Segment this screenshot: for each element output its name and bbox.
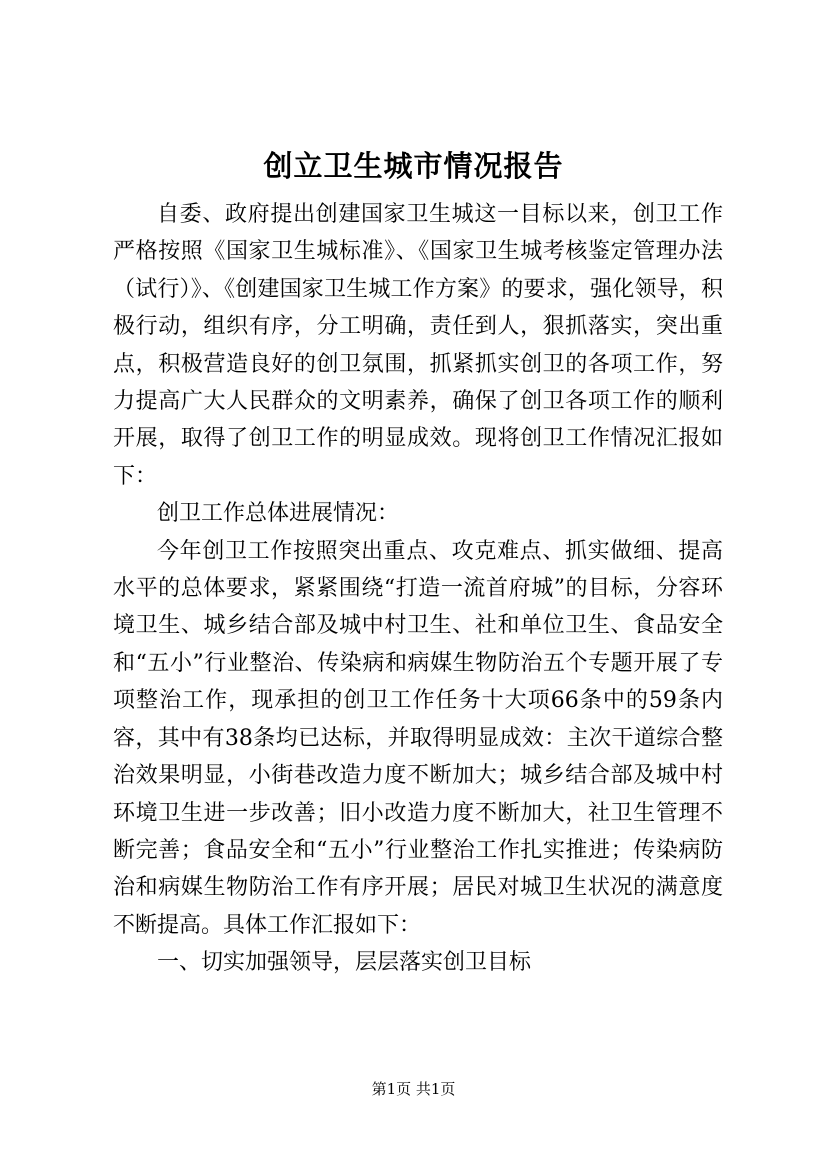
document-title: 创立卫生城市情况报告: [263, 149, 564, 183]
paragraph-progress-heading: 创卫工作总体进展情况：: [157, 501, 400, 527]
page-footer: 第1页 共1页: [371, 1080, 456, 1098]
document-body: [113, 196, 723, 982]
section-heading-1: 一、切实加强领导，层层落实创卫目标: [157, 950, 532, 976]
paragraph-progress-details: 今年创卫工作按照突出重点、攻克难点、抓实做细、提高水平的总体要求，紧紧围绕“打造一流首府城”的目标，分容环境卫生、城乡结合部及城中村卫生、社和单位卫生、食品安全和“五小”行业整治、传染病和病媒生物防治五个专题开展了专项整治工作，现承担的创卫工作任务十大项66条中的59条内容，其中有38条均已达标，并取得明显成效：主次干道综合整治效果明显，小街巷改造力度不断加大；城乡结合部及城中村环境卫生进一步改善；旧小改造力度不断加大，社卫生管理不断完善；食品安全和“五小”行业整治工作扎实推进；传染病防治和病媒生物防治工作有序开展；居民对城卫生状况的满意度不断提高。具体工作汇报如下：: [113, 538, 723, 938]
paragraph-intro: 自委、政府提出创建国家卫生城这一目标以来，创卫工作严格按照《国家卫生城标准》、《国家卫生城考核鉴定管理办法（试行）》、《创建国家卫生城工作方案》的要求，强化领导，积极行动，组织有序，分工明确，责任到人，狠抓落实，突出重点，积极营造良好的创卫氛围，抓紧抓实创卫的各项工作，努力提高广大人民群众的文明素养，确保了创卫各项工作的顺利开展，取得了创卫工作的明显成效。现将创卫工作情况汇报如下：: [113, 202, 723, 489]
